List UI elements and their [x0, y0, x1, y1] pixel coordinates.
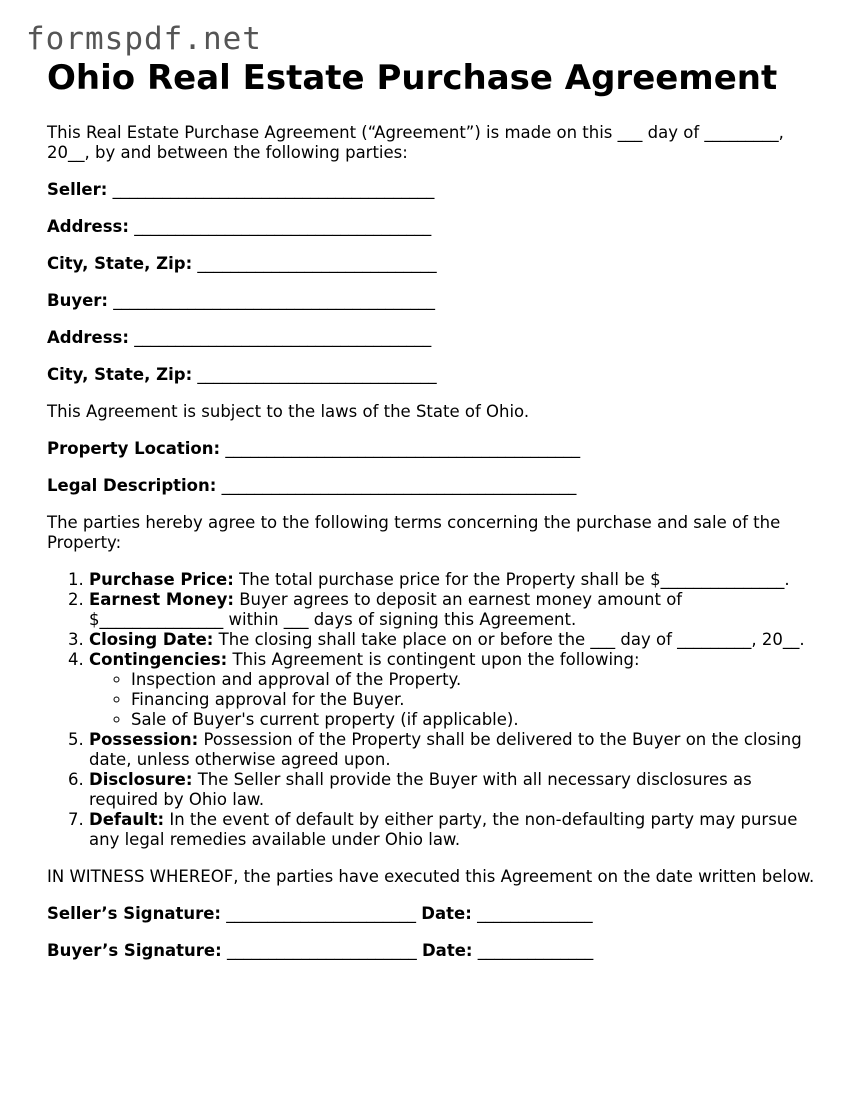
term-text: Possession of the Property shall be delivered to the Buyer on the closing date, unless otherwise agreed upon. [89, 730, 802, 769]
terms-list [47, 570, 817, 850]
term-label: Default: [89, 810, 165, 829]
seller-signature-line [47, 904, 817, 924]
seller-city-blank[interactable]: _____________________________ [197, 254, 437, 273]
term-label: Possession: [89, 730, 199, 749]
seller-signature-blank[interactable]: _______________________ [226, 904, 417, 923]
contingency-item: ◦ Sale of Buyer's current property (if applicable). [131, 710, 817, 730]
property-location-label: Property Location: [47, 439, 221, 458]
term-text: This Agreement is contingent upon the following: [232, 650, 640, 669]
seller-address-blank[interactable]: ____________________________________ [134, 217, 432, 236]
term-purchase-price [89, 570, 817, 590]
seller-date-blank[interactable]: ______________ [477, 904, 593, 923]
governing-law-text: This Agreement is subject to the laws of the State of Ohio. [47, 402, 530, 421]
buyer-label: Buyer: [47, 291, 109, 310]
buyer-signature-blank[interactable]: _______________________ [226, 941, 417, 960]
buyer-signature-label: Buyer’s Signature: [47, 941, 222, 960]
term-contingencies [89, 650, 817, 730]
property-location-blank[interactable]: ___________________________________________ [225, 439, 581, 458]
term-disclosure [89, 770, 817, 810]
intro-paragraph: This Real Estate Purchase Agreement (“Agreement”) is made on this ___ day of _________, 20__, by and between the following parties: [47, 123, 784, 162]
buyer-city-label: City, State, Zip: [47, 365, 193, 384]
legal-description-blank[interactable]: ___________________________________________ [221, 476, 577, 495]
term-label: Disclosure: [89, 770, 193, 789]
buyer-field [47, 291, 817, 311]
terms-intro: The parties hereby agree to the following terms concerning the purchase and sale of the Property: [47, 513, 781, 552]
contingency-list [89, 670, 817, 730]
term-possession [89, 730, 817, 770]
term-text: The Seller shall provide the Buyer with all necessary disclosures as required by Ohio law. [89, 770, 752, 809]
term-text: The total purchase price for the Property shall be $_______________. [239, 570, 790, 589]
term-text: Buyer agrees to deposit an earnest money amount of $_______________ within ___ days of signing this Agreement. [89, 590, 683, 629]
buyer-address-label: Address: [47, 328, 129, 347]
term-text: In the event of default by either party, the non-defaulting party may pursue any legal remedies available under Ohio law. [89, 810, 798, 849]
buyer-city-field [47, 365, 817, 385]
contingency-item: ◦ Financing approval for the Buyer. [131, 690, 817, 710]
term-text: The closing shall take place on or before the ___ day of _________, 20__. [218, 630, 805, 649]
watermark: formspdf.net [26, 21, 262, 57]
witness-paragraph: IN WITNESS WHEREOF, the parties have executed this Agreement on the date written below. [47, 867, 815, 886]
term-default [89, 810, 817, 850]
buyer-blank[interactable]: _______________________________________ [113, 291, 436, 310]
buyer-date-label: Date: [421, 941, 473, 960]
property-location-field [47, 439, 817, 459]
seller-address-field [47, 217, 817, 237]
term-label: Purchase Price: [89, 570, 234, 589]
term-closing-date [89, 630, 817, 650]
seller-field [47, 180, 817, 200]
buyer-address-field [47, 328, 817, 348]
term-label: Contingencies: [89, 650, 228, 669]
page-title: Ohio Real Estate Purchase Agreement [47, 58, 778, 98]
seller-signature-label: Seller’s Signature: [47, 904, 222, 923]
term-label: Earnest Money: [89, 590, 234, 609]
document-body [47, 123, 817, 978]
buyer-city-blank[interactable]: _____________________________ [197, 365, 437, 384]
legal-description-label: Legal Description: [47, 476, 217, 495]
buyer-signature-line [47, 941, 817, 961]
seller-label: Seller: [47, 180, 108, 199]
term-earnest-money [89, 590, 817, 630]
seller-address-label: Address: [47, 217, 129, 236]
seller-city-label: City, State, Zip: [47, 254, 193, 273]
buyer-date-blank[interactable]: ______________ [477, 941, 594, 960]
contingency-item: ◦ Inspection and approval of the Property. [131, 670, 817, 690]
legal-description-field [47, 476, 817, 496]
term-label: Closing Date: [89, 630, 214, 649]
buyer-address-blank[interactable]: ____________________________________ [134, 328, 432, 347]
seller-city-field [47, 254, 817, 274]
seller-blank[interactable]: _______________________________________ [112, 180, 435, 199]
seller-date-label: Date: [421, 904, 472, 923]
